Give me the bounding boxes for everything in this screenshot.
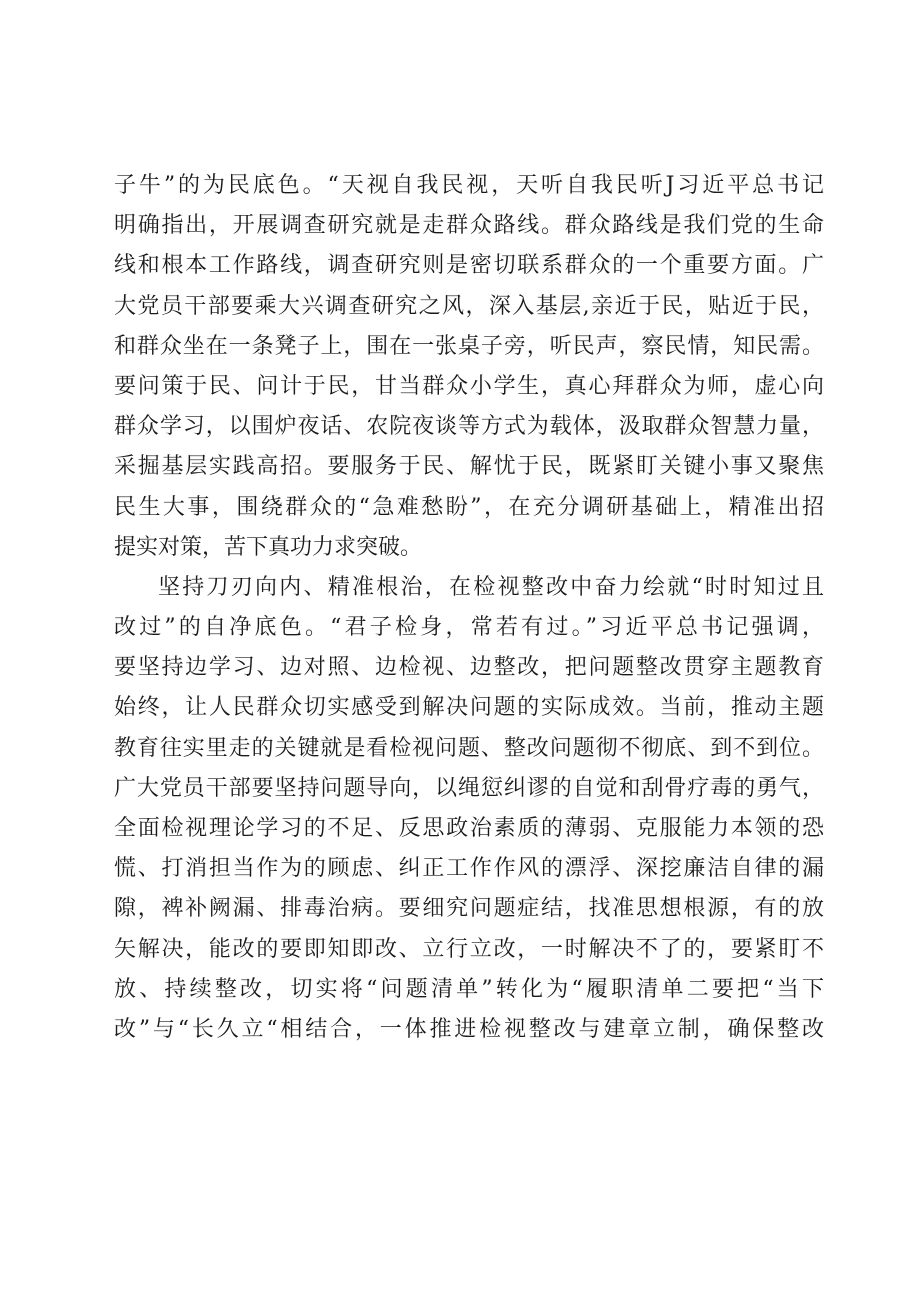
text-line: 隙，裨补阙漏、排毒治病。要细究问题症结，找准思想根源，有的放: [114, 896, 824, 922]
text-line: 广大党员干部要坚持问题导向，以绳愆纠谬的自觉和刮骨疗毒的勇气，: [114, 775, 824, 801]
text-line: 要坚持边学习、边对照、边检视、边整改，把问题整改贯穿主题教育: [114, 655, 824, 681]
text-line: 大党员干部要乘大兴调查研究之风，深入基层,亲近于民，贴近于民，: [114, 293, 824, 319]
document-body: [114, 166, 824, 1050]
text-line: 坚持刀刃向内、精准根治，在检视整改中奋力绘就“时时知过且: [158, 574, 824, 600]
paragraph-2: [114, 568, 824, 1050]
paragraph-1: [114, 166, 824, 568]
text-line: 明确指出，开展调查研究就是走群众路线。群众路线是我们党的生命: [114, 213, 824, 239]
text-line: 子牛”的为民底色。“天视自我民视，天听自我民听J习近平总书记: [114, 173, 824, 198]
text-line: 改”与“长久立“相结合，一体推进检视整改与建章立制，确保整改: [114, 1016, 824, 1042]
text-line: 采掘基层实践高招。要服务于民、解忧于民，既紧盯关键小事又聚焦: [114, 454, 824, 480]
text-line: 始终，让人民群众切实感受到解决问题的实际成效。当前，推动主题: [114, 695, 824, 721]
text-line: 放、持续整改，切实将“问题清单”转化为“履职清单二要把“当下: [114, 976, 824, 1002]
text-line: 民生大事，围绕群众的“急难愁盼”，在充分调研基础上，精准出招: [114, 494, 824, 520]
text-line: 改过”的自净底色。“君子检身，常若有过。”习近平总书记强调，: [114, 615, 824, 641]
text-line: 教育往实里走的关键就是看检视问题、整改问题彻不彻底、到不到位。: [114, 735, 824, 761]
text-line: 矢解决，能改的要即知即改、立行立改，一时解决不了的，要紧盯不: [114, 936, 824, 962]
text-line: 和群众坐在一条凳子上，围在一张桌子旁，听民声，察民情，知民需。: [114, 333, 824, 359]
text-line: 全面检视理论学习的不足、反思政治素质的薄弱、克服能力本领的恐: [114, 816, 824, 841]
text-line: 慌、打消担当作为的顾虑、纠正工作作风的漂浮、深挖廉洁自律的漏: [114, 856, 824, 882]
text-line: 线和根本工作路线，调查研究则是密切联系群众的一个重要方面。广: [114, 253, 824, 279]
text-line: 要问策于民、问计于民，甘当群众小学生，真心拜群众为师，虚心向: [114, 373, 824, 399]
text-line: 提实对策，苦下真功力求突破。: [114, 534, 423, 560]
text-line: 群众学习，以围炉夜话、农院夜谈等方式为载体，汲取群众智慧力量，: [114, 414, 824, 440]
